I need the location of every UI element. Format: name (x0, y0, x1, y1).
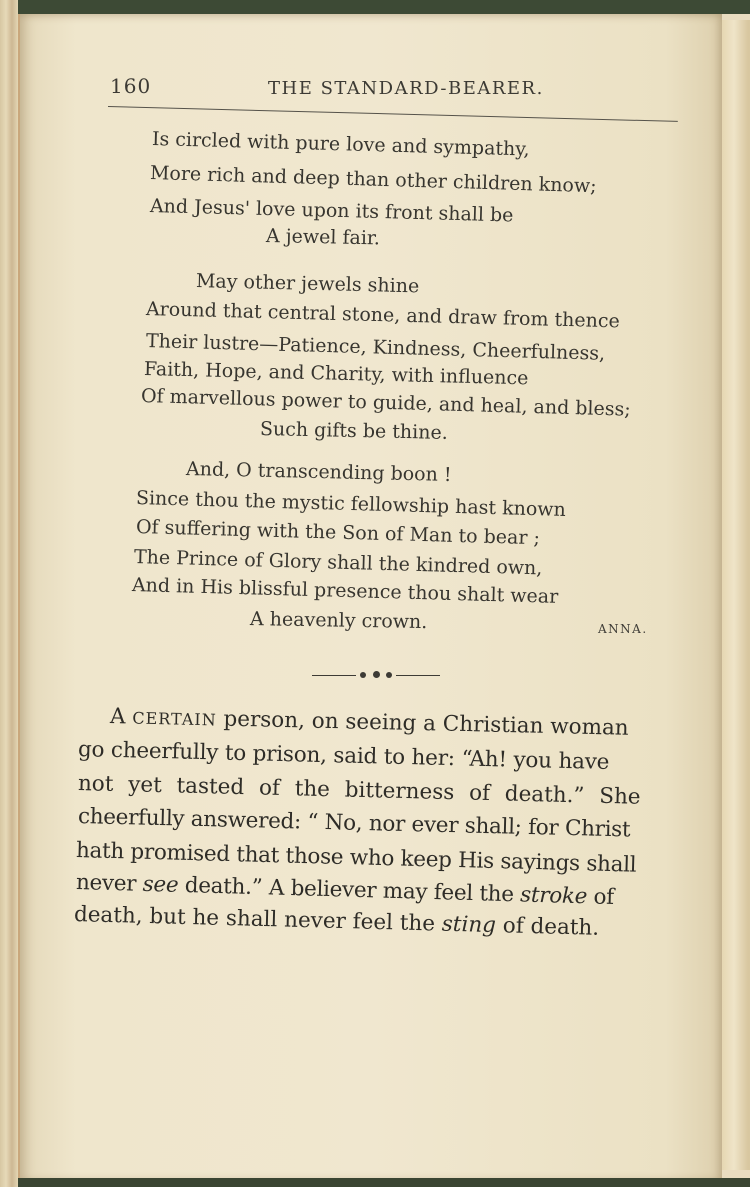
section-ornament (312, 672, 442, 680)
poem-line: More rich and deep than other children know; (149, 162, 597, 198)
poem-line: Since thou the mystic fellowship hast known (135, 487, 567, 522)
poem-line: A heavenly crown. (249, 608, 428, 634)
page-header (86, 68, 686, 108)
prose-line: never see death.” A believer may feel the stroke of (75, 870, 615, 911)
poem-line: And Jesus' love upon its front shall be (149, 195, 514, 227)
poem-line: Such gifts be thine. (259, 418, 448, 444)
prose-line: A CERTAIN person, on seeing a Christian woman (109, 704, 629, 741)
page-edge-right (718, 20, 750, 1170)
prose-line: go cheerfully to prison, said to her: “Ah! you have (77, 737, 610, 775)
running-title: THE STANDARD-BEARER. (268, 78, 544, 99)
prose-line: death, but he shall never feel the sting of death. (73, 902, 600, 941)
background-top (18, 0, 750, 14)
prose-line: cheerfully answered: “ No, nor ever shall; for Christ (77, 804, 631, 843)
poem-line: The Prince of Glory shall the kindred own, (133, 546, 543, 580)
poem-line: Of suffering with the Son of Man to bear ; (135, 516, 541, 550)
poem-line: And, O transcending boon ! (185, 458, 452, 487)
poem-line: Their lustre—Patience, Kindness, Cheerfulness, (145, 330, 606, 365)
poem-line: May other jewels shine (195, 270, 420, 298)
poem-line: Of marvellous power to guide, and heal, and bless; (140, 385, 631, 421)
poem-line: And in His blissful presence thou shalt wear (131, 574, 559, 608)
poem-line: A jewel fair. (265, 225, 381, 250)
page-number: 160 (110, 74, 152, 98)
poem-line: Around that central stone, and draw from thence (145, 298, 621, 333)
prose-line: hath promised that those who keep His sayings shall (75, 838, 637, 878)
prose-line: not yet tasted of the bitterness of death.” She (77, 771, 641, 810)
poem-line: Is circled with pure love and sympathy, (151, 128, 530, 161)
signature: ANNA. (598, 622, 648, 636)
background-bottom (18, 1178, 750, 1187)
poem-line: Faith, Hope, and Charity, with influence (143, 358, 529, 390)
